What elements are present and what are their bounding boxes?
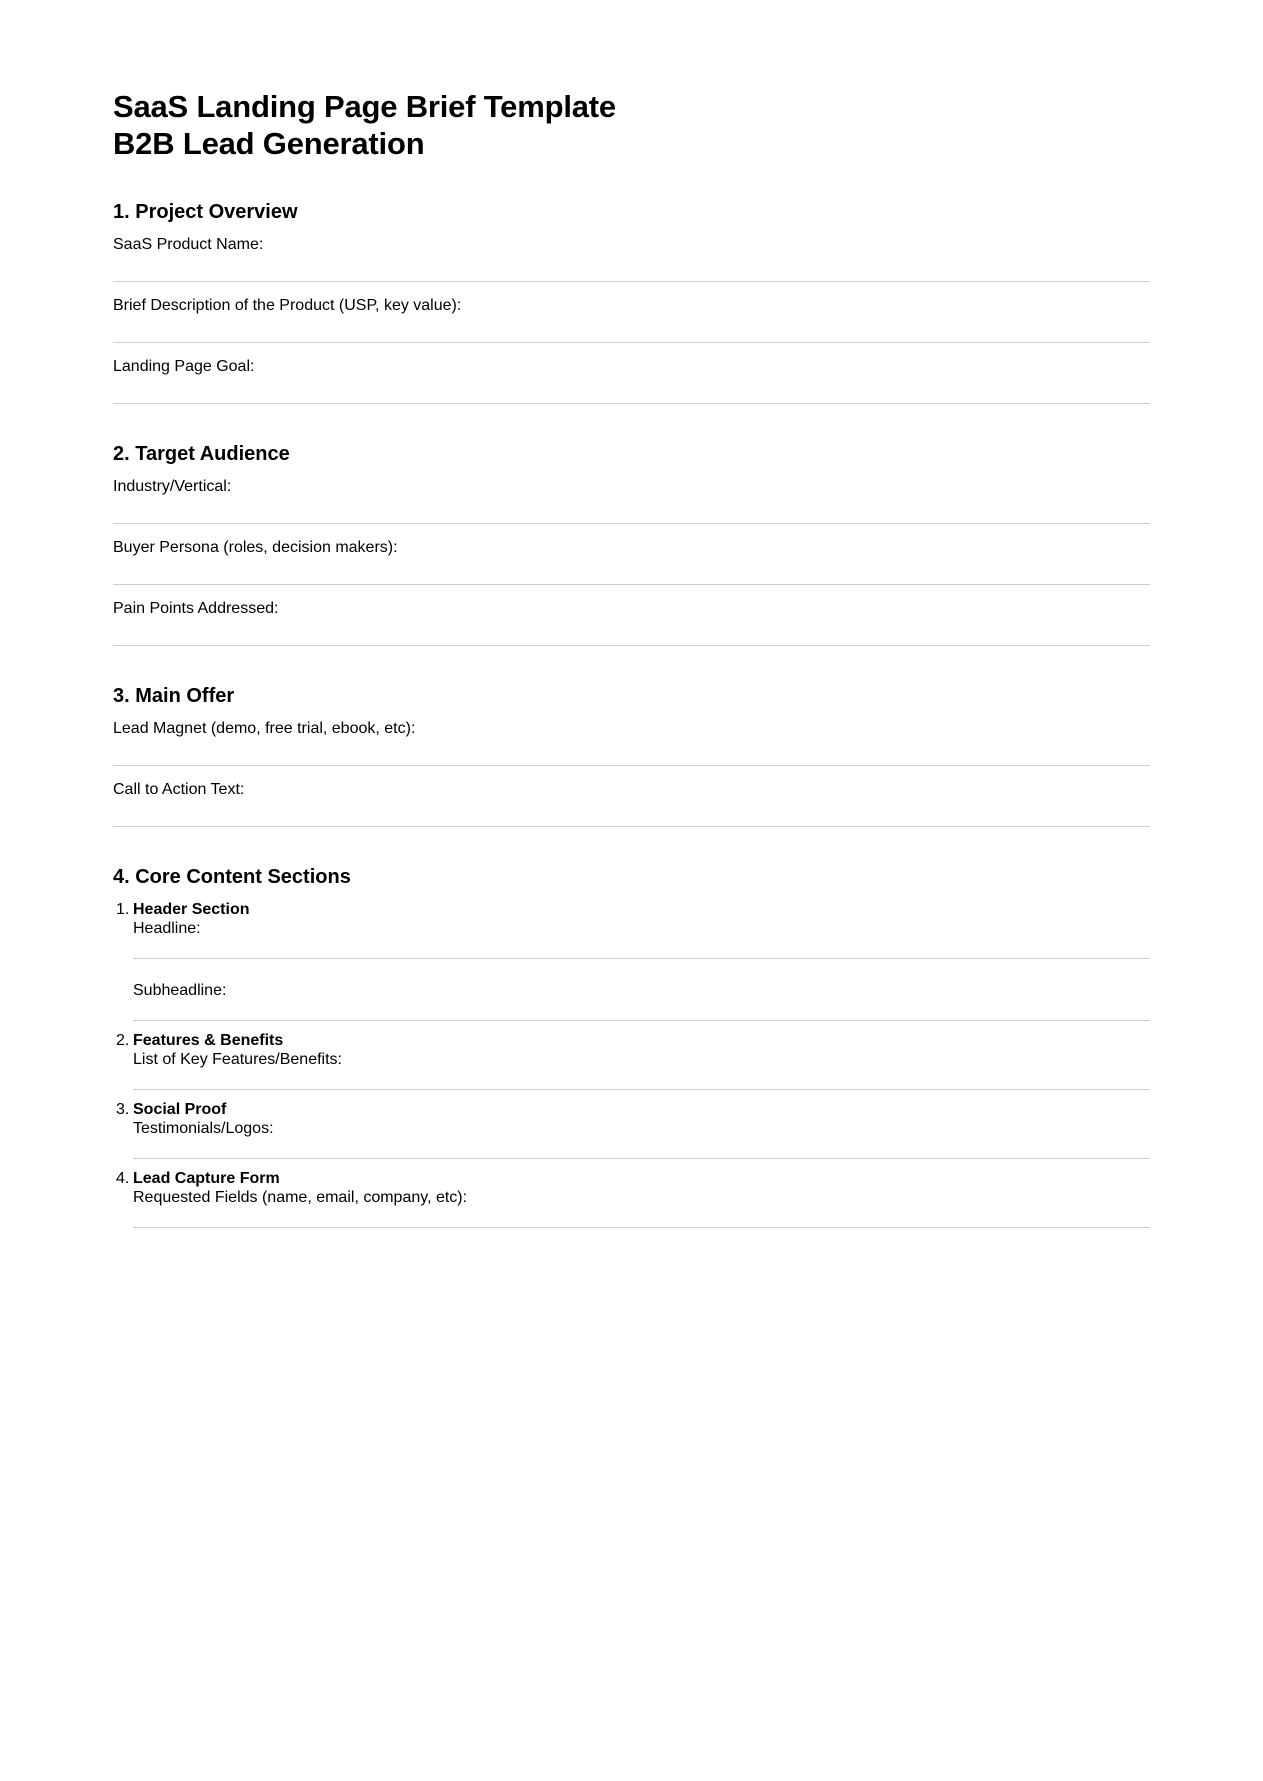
- field-requested-fields[interactable]: [133, 1188, 1150, 1228]
- field-label: Headline:: [133, 920, 201, 937]
- field-product-name[interactable]: [113, 235, 1150, 282]
- list-number: 3.: [116, 1101, 130, 1118]
- list-item-features-benefits: [113, 1031, 1150, 1090]
- list-number: 4.: [116, 1170, 130, 1187]
- field-label: Brief Description of the Product (USP, key value):: [113, 297, 462, 314]
- document-page: [113, 88, 1150, 1238]
- item-title: Features & Benefits: [133, 1032, 284, 1049]
- field-landing-page-goal[interactable]: [113, 357, 1150, 404]
- field-label: Requested Fields (name, email, company, etc):: [133, 1189, 468, 1206]
- item-title: Lead Capture Form: [133, 1170, 280, 1187]
- field-testimonials-logos[interactable]: [133, 1119, 1150, 1159]
- title-line-1: SaaS Landing Page Brief Template: [113, 89, 616, 124]
- item-title: Header Section: [133, 901, 250, 918]
- field-label: SaaS Product Name:: [113, 236, 264, 253]
- field-industry-vertical[interactable]: [113, 477, 1150, 524]
- field-headline[interactable]: [133, 919, 1150, 959]
- list-item-header-section: [113, 900, 1150, 1021]
- list-number: 1.: [116, 901, 130, 918]
- field-lead-magnet[interactable]: [113, 719, 1150, 766]
- field-label: Call to Action Text:: [113, 781, 245, 798]
- section-heading: 3. Main Offer: [113, 685, 235, 707]
- section-core-content: [113, 865, 1150, 1228]
- list-item-lead-capture-form: [113, 1169, 1150, 1228]
- section-heading: 2. Target Audience: [113, 443, 290, 465]
- field-buyer-persona[interactable]: [113, 538, 1150, 585]
- field-label: Lead Magnet (demo, free trial, ebook, etc):: [113, 720, 416, 737]
- field-label: Subheadline:: [133, 982, 227, 999]
- field-label: List of Key Features/Benefits:: [133, 1051, 342, 1068]
- field-pain-points[interactable]: [113, 599, 1150, 646]
- section-main-offer: [113, 684, 1150, 827]
- field-label: Landing Page Goal:: [113, 358, 255, 375]
- field-subheadline[interactable]: [133, 981, 1150, 1021]
- list-number: 2.: [116, 1032, 130, 1049]
- item-title: Social Proof: [133, 1101, 227, 1118]
- field-key-features[interactable]: [133, 1050, 1150, 1090]
- list-item-social-proof: [113, 1100, 1150, 1159]
- section-heading: 1. Project Overview: [113, 201, 298, 223]
- section-project-overview: [113, 200, 1150, 404]
- title-line-2: B2B Lead Generation: [113, 126, 425, 161]
- section-target-audience: [113, 442, 1150, 646]
- field-product-description[interactable]: [113, 296, 1150, 343]
- document-title: [113, 88, 1150, 162]
- field-label: Testimonials/Logos:: [133, 1120, 274, 1137]
- field-label: Pain Points Addressed:: [113, 600, 279, 617]
- section-heading: 4. Core Content Sections: [113, 866, 351, 888]
- field-label: Buyer Persona (roles, decision makers):: [113, 539, 398, 556]
- field-cta-text[interactable]: [113, 780, 1150, 827]
- field-label: Industry/Vertical:: [113, 478, 232, 495]
- content-sections-list: [113, 900, 1150, 1228]
